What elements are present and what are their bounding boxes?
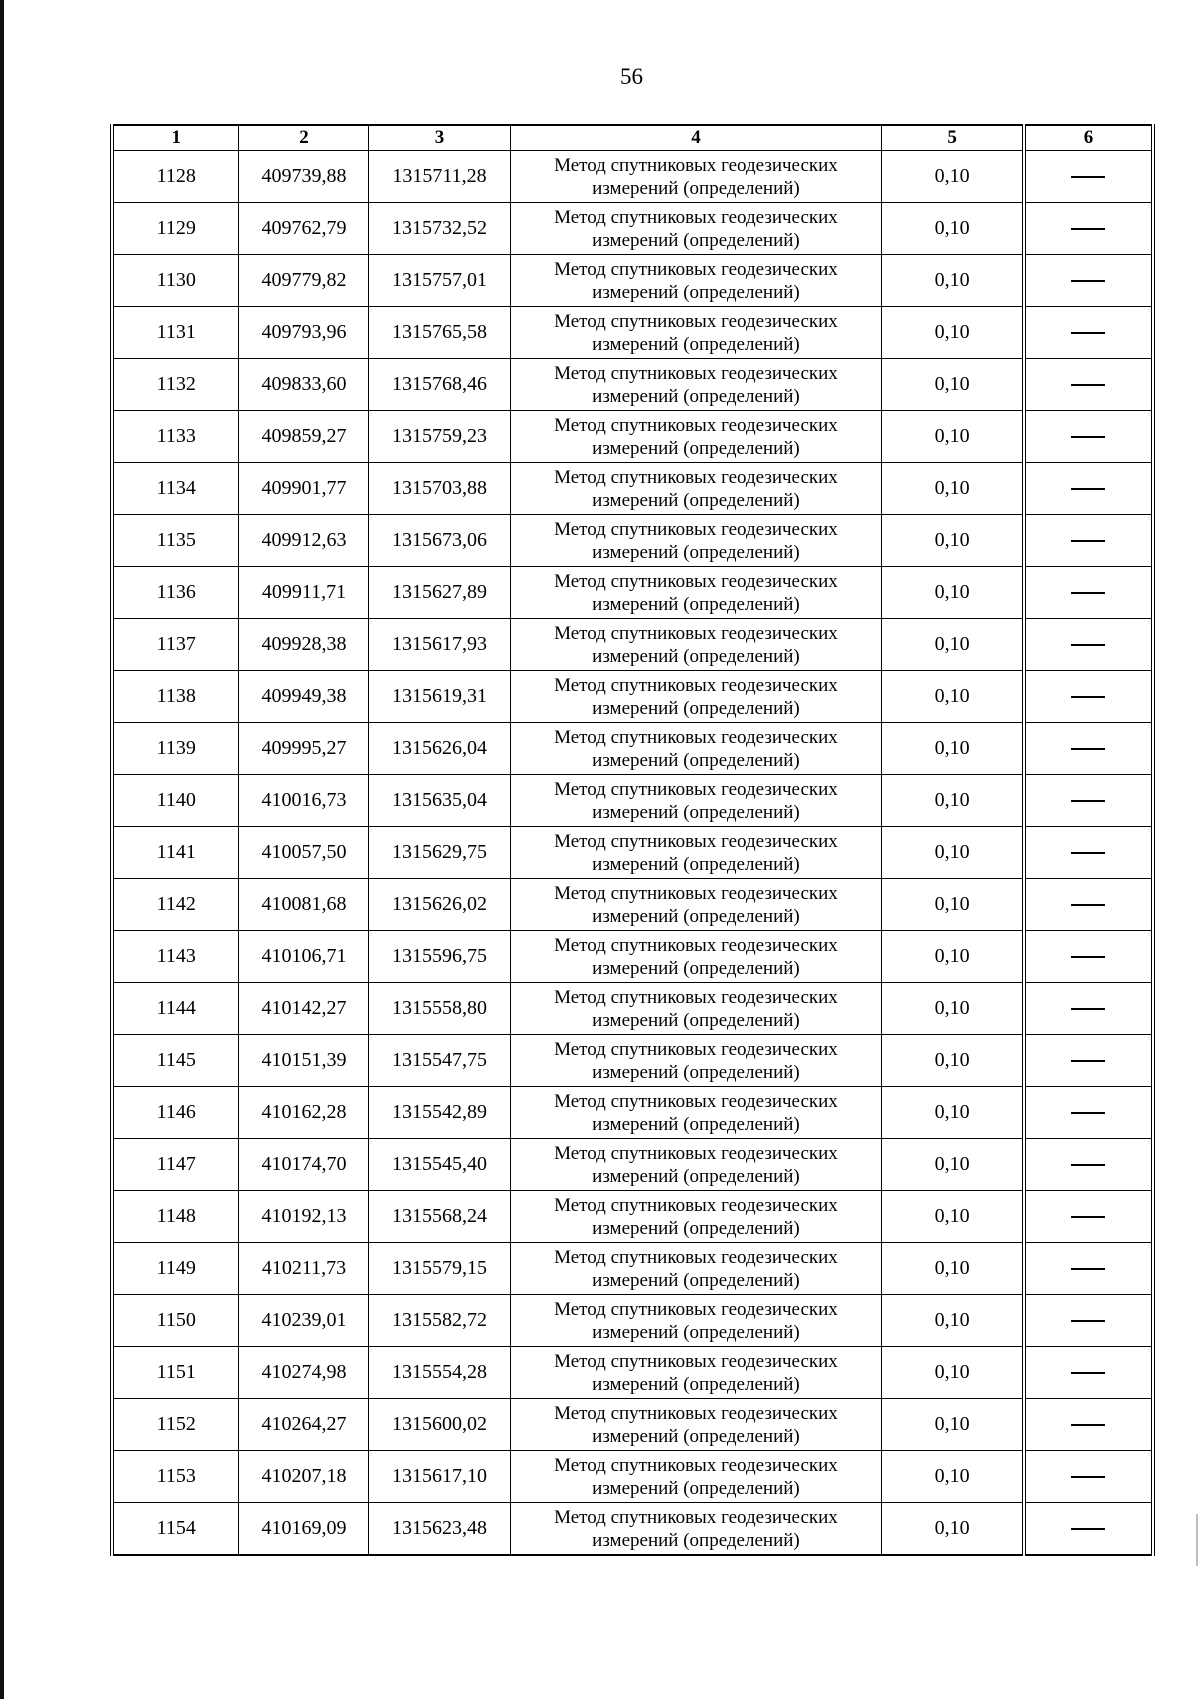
accuracy-cell: 0,10	[882, 1503, 1024, 1556]
x-coordinate-cell: 410106,71	[239, 931, 369, 983]
x-coordinate-cell: 410151,39	[239, 1035, 369, 1087]
y-coordinate-cell: 1315732,52	[369, 203, 510, 255]
method-cell	[510, 203, 882, 255]
note-cell	[1024, 463, 1153, 515]
method-line-1: Метод спутниковых геодезических	[554, 258, 838, 280]
method-cell	[510, 151, 882, 203]
method-line-1: Метод спутниковых геодезических	[554, 570, 838, 592]
accuracy-cell: 0,10	[882, 931, 1024, 983]
method-cell	[510, 515, 882, 567]
method-line-2: измерений (определений)	[592, 333, 800, 355]
method-line-2: измерений (определений)	[592, 1061, 800, 1083]
x-coordinate-cell: 410274,98	[239, 1347, 369, 1399]
point-number-cell: 1128	[112, 151, 239, 203]
method-cell	[510, 1191, 882, 1243]
method-line-1: Метод спутниковых геодезических	[554, 726, 838, 748]
note-cell	[1024, 515, 1153, 567]
method-cell	[510, 827, 882, 879]
table-row	[112, 775, 1153, 827]
x-coordinate-cell: 409793,96	[239, 307, 369, 359]
x-coordinate-cell: 410192,13	[239, 1191, 369, 1243]
note-cell	[1024, 255, 1153, 307]
dash-mark	[1071, 280, 1105, 282]
table-row	[112, 1191, 1153, 1243]
y-coordinate-cell: 1315568,24	[369, 1191, 510, 1243]
method-cell	[510, 1503, 882, 1556]
header-col-4: 4	[510, 125, 882, 151]
note-cell	[1024, 567, 1153, 619]
header-col-1: 1	[112, 125, 239, 151]
accuracy-cell: 0,10	[882, 1139, 1024, 1191]
table-row	[112, 983, 1153, 1035]
method-cell	[510, 619, 882, 671]
method-line-1: Метод спутниковых геодезических	[554, 986, 838, 1008]
method-line-2: измерений (определений)	[592, 1477, 800, 1499]
method-line-1: Метод спутниковых геодезических	[554, 310, 838, 332]
method-line-1: Метод спутниковых геодезических	[554, 1194, 838, 1216]
accuracy-cell: 0,10	[882, 463, 1024, 515]
accuracy-cell: 0,10	[882, 879, 1024, 931]
method-line-1: Метод спутниковых геодезических	[554, 414, 838, 436]
accuracy-cell: 0,10	[882, 1399, 1024, 1451]
table-row	[112, 1139, 1153, 1191]
x-coordinate-cell: 410211,73	[239, 1243, 369, 1295]
note-cell	[1024, 1087, 1153, 1139]
note-cell	[1024, 411, 1153, 463]
method-line-1: Метод спутниковых геодезических	[554, 206, 838, 228]
y-coordinate-cell: 1315626,04	[369, 723, 510, 775]
y-coordinate-cell: 1315596,75	[369, 931, 510, 983]
method-cell	[510, 1087, 882, 1139]
point-number-cell: 1142	[112, 879, 239, 931]
scan-mark	[1196, 1514, 1198, 1566]
x-coordinate-cell: 410207,18	[239, 1451, 369, 1503]
table-row	[112, 255, 1153, 307]
method-cell	[510, 1451, 882, 1503]
method-line-2: измерений (определений)	[592, 1113, 800, 1135]
method-cell	[510, 307, 882, 359]
method-line-2: измерений (определений)	[592, 801, 800, 823]
dash-mark	[1071, 592, 1105, 594]
method-line-2: измерений (определений)	[592, 385, 800, 407]
dash-mark	[1071, 800, 1105, 802]
method-cell	[510, 359, 882, 411]
accuracy-cell: 0,10	[882, 827, 1024, 879]
x-coordinate-cell: 409779,82	[239, 255, 369, 307]
table-row	[112, 1399, 1153, 1451]
y-coordinate-cell: 1315600,02	[369, 1399, 510, 1451]
method-line-1: Метод спутниковых геодезических	[554, 882, 838, 904]
point-number-cell: 1143	[112, 931, 239, 983]
accuracy-cell: 0,10	[882, 983, 1024, 1035]
table-row	[112, 1087, 1153, 1139]
method-line-1: Метод спутниковых геодезических	[554, 1246, 838, 1268]
dash-mark	[1071, 1008, 1105, 1010]
dash-mark	[1071, 1164, 1105, 1166]
method-line-1: Метод спутниковых геодезических	[554, 1350, 838, 1372]
method-line-2: измерений (определений)	[592, 1373, 800, 1395]
table-row	[112, 411, 1153, 463]
table-row	[112, 307, 1153, 359]
dash-mark	[1071, 488, 1105, 490]
point-number-cell: 1147	[112, 1139, 239, 1191]
y-coordinate-cell: 1315617,10	[369, 1451, 510, 1503]
x-coordinate-cell: 410016,73	[239, 775, 369, 827]
accuracy-cell: 0,10	[882, 1035, 1024, 1087]
table-row	[112, 1035, 1153, 1087]
method-line-1: Метод спутниковых геодезических	[554, 1142, 838, 1164]
y-coordinate-cell: 1315629,75	[369, 827, 510, 879]
point-number-cell: 1139	[112, 723, 239, 775]
point-number-cell: 1148	[112, 1191, 239, 1243]
table-row	[112, 1243, 1153, 1295]
y-coordinate-cell: 1315617,93	[369, 619, 510, 671]
method-cell	[510, 1399, 882, 1451]
method-cell	[510, 255, 882, 307]
x-coordinate-cell: 410142,27	[239, 983, 369, 1035]
method-cell	[510, 775, 882, 827]
method-cell	[510, 1243, 882, 1295]
dash-mark	[1071, 1424, 1105, 1426]
y-coordinate-cell: 1315619,31	[369, 671, 510, 723]
method-cell	[510, 931, 882, 983]
dash-mark	[1071, 852, 1105, 854]
method-line-2: измерений (определений)	[592, 1217, 800, 1239]
note-cell	[1024, 827, 1153, 879]
dash-mark	[1071, 1216, 1105, 1218]
table-row	[112, 515, 1153, 567]
method-line-1: Метод спутниковых геодезических	[554, 674, 838, 696]
dash-mark	[1071, 1112, 1105, 1114]
x-coordinate-cell: 409995,27	[239, 723, 369, 775]
point-number-cell: 1146	[112, 1087, 239, 1139]
note-cell	[1024, 983, 1153, 1035]
method-line-2: измерений (определений)	[592, 697, 800, 719]
method-line-2: измерений (определений)	[592, 281, 800, 303]
y-coordinate-cell: 1315547,75	[369, 1035, 510, 1087]
note-cell	[1024, 307, 1153, 359]
y-coordinate-cell: 1315545,40	[369, 1139, 510, 1191]
method-line-1: Метод спутниковых геодезических	[554, 622, 838, 644]
accuracy-cell: 0,10	[882, 255, 1024, 307]
method-line-2: измерений (определений)	[592, 1321, 800, 1343]
y-coordinate-cell: 1315627,89	[369, 567, 510, 619]
point-number-cell: 1152	[112, 1399, 239, 1451]
header-col-6: 6	[1024, 125, 1153, 151]
y-coordinate-cell: 1315579,15	[369, 1243, 510, 1295]
x-coordinate-cell: 409762,79	[239, 203, 369, 255]
method-cell	[510, 463, 882, 515]
x-coordinate-cell: 409833,60	[239, 359, 369, 411]
x-coordinate-cell: 410239,01	[239, 1295, 369, 1347]
method-line-2: измерений (определений)	[592, 593, 800, 615]
point-number-cell: 1130	[112, 255, 239, 307]
dash-mark	[1071, 1060, 1105, 1062]
note-cell	[1024, 1295, 1153, 1347]
dash-mark	[1071, 1320, 1105, 1322]
x-coordinate-cell: 410174,70	[239, 1139, 369, 1191]
accuracy-cell: 0,10	[882, 359, 1024, 411]
method-line-1: Метод спутниковых геодезических	[554, 466, 838, 488]
header-col-5: 5	[882, 125, 1024, 151]
point-number-cell: 1131	[112, 307, 239, 359]
accuracy-cell: 0,10	[882, 1191, 1024, 1243]
x-coordinate-cell: 409911,71	[239, 567, 369, 619]
method-cell	[510, 411, 882, 463]
note-cell	[1024, 879, 1153, 931]
accuracy-cell: 0,10	[882, 151, 1024, 203]
y-coordinate-cell: 1315554,28	[369, 1347, 510, 1399]
accuracy-cell: 0,10	[882, 723, 1024, 775]
dash-mark	[1071, 1528, 1105, 1530]
point-number-cell: 1154	[112, 1503, 239, 1556]
y-coordinate-cell: 1315768,46	[369, 359, 510, 411]
accuracy-cell: 0,10	[882, 203, 1024, 255]
method-line-2: измерений (определений)	[592, 905, 800, 927]
accuracy-cell: 0,10	[882, 411, 1024, 463]
method-line-1: Метод спутниковых геодезических	[554, 1298, 838, 1320]
x-coordinate-cell: 409928,38	[239, 619, 369, 671]
method-line-2: измерений (определений)	[592, 1425, 800, 1447]
y-coordinate-cell: 1315626,02	[369, 879, 510, 931]
table-header-row	[112, 125, 1153, 151]
dash-mark	[1071, 644, 1105, 646]
method-line-2: измерений (определений)	[592, 177, 800, 199]
x-coordinate-cell: 409859,27	[239, 411, 369, 463]
point-number-cell: 1138	[112, 671, 239, 723]
method-line-2: измерений (определений)	[592, 1165, 800, 1187]
table-row	[112, 203, 1153, 255]
accuracy-cell: 0,10	[882, 567, 1024, 619]
note-cell	[1024, 1191, 1153, 1243]
accuracy-cell: 0,10	[882, 1087, 1024, 1139]
note-cell	[1024, 1451, 1153, 1503]
method-cell	[510, 1035, 882, 1087]
point-number-cell: 1150	[112, 1295, 239, 1347]
method-line-2: измерений (определений)	[592, 853, 800, 875]
dash-mark	[1071, 904, 1105, 906]
table-row	[112, 671, 1153, 723]
method-cell	[510, 671, 882, 723]
method-line-1: Метод спутниковых геодезических	[554, 1506, 838, 1528]
point-number-cell: 1144	[112, 983, 239, 1035]
y-coordinate-cell: 1315757,01	[369, 255, 510, 307]
table-row	[112, 1451, 1153, 1503]
dash-mark	[1071, 332, 1105, 334]
accuracy-cell: 0,10	[882, 307, 1024, 359]
note-cell	[1024, 671, 1153, 723]
point-number-cell: 1134	[112, 463, 239, 515]
accuracy-cell: 0,10	[882, 1295, 1024, 1347]
dash-mark	[1071, 1476, 1105, 1478]
note-cell	[1024, 775, 1153, 827]
point-number-cell: 1153	[112, 1451, 239, 1503]
method-line-2: измерений (определений)	[592, 957, 800, 979]
note-cell	[1024, 1503, 1153, 1556]
page-number: 56	[620, 64, 643, 89]
table-row	[112, 151, 1153, 203]
table-row	[112, 1347, 1153, 1399]
table-row	[112, 1295, 1153, 1347]
accuracy-cell: 0,10	[882, 671, 1024, 723]
dash-mark	[1071, 384, 1105, 386]
note-cell	[1024, 151, 1153, 203]
method-cell	[510, 1347, 882, 1399]
point-number-cell: 1132	[112, 359, 239, 411]
x-coordinate-cell: 410264,27	[239, 1399, 369, 1451]
x-coordinate-cell: 410169,09	[239, 1503, 369, 1556]
accuracy-cell: 0,10	[882, 619, 1024, 671]
x-coordinate-cell: 410057,50	[239, 827, 369, 879]
x-coordinate-cell: 409949,38	[239, 671, 369, 723]
point-number-cell: 1136	[112, 567, 239, 619]
method-line-2: измерений (определений)	[592, 749, 800, 771]
method-line-1: Метод спутниковых геодезических	[554, 154, 838, 176]
point-number-cell: 1135	[112, 515, 239, 567]
y-coordinate-cell: 1315673,06	[369, 515, 510, 567]
note-cell	[1024, 1035, 1153, 1087]
dash-mark	[1071, 748, 1105, 750]
method-line-1: Метод спутниковых геодезических	[554, 1402, 838, 1424]
y-coordinate-cell: 1315635,04	[369, 775, 510, 827]
table-row	[112, 1503, 1153, 1556]
method-line-1: Метод спутниковых геодезических	[554, 830, 838, 852]
dash-mark	[1071, 228, 1105, 230]
dash-mark	[1071, 1372, 1105, 1374]
dash-mark	[1071, 436, 1105, 438]
note-cell	[1024, 1139, 1153, 1191]
note-cell	[1024, 723, 1153, 775]
note-cell	[1024, 203, 1153, 255]
dash-mark	[1071, 540, 1105, 542]
method-line-1: Метод спутниковых геодезических	[554, 1454, 838, 1476]
point-number-cell: 1145	[112, 1035, 239, 1087]
y-coordinate-cell: 1315711,28	[369, 151, 510, 203]
note-cell	[1024, 1399, 1153, 1451]
table-row	[112, 359, 1153, 411]
accuracy-cell: 0,10	[882, 1451, 1024, 1503]
x-coordinate-cell: 409739,88	[239, 151, 369, 203]
header-col-3: 3	[369, 125, 510, 151]
x-coordinate-cell: 410162,28	[239, 1087, 369, 1139]
point-number-cell: 1137	[112, 619, 239, 671]
x-coordinate-cell: 409912,63	[239, 515, 369, 567]
method-line-1: Метод спутниковых геодезических	[554, 778, 838, 800]
method-cell	[510, 723, 882, 775]
method-line-2: измерений (определений)	[592, 541, 800, 563]
dash-mark	[1071, 696, 1105, 698]
method-line-2: измерений (определений)	[592, 437, 800, 459]
table-row	[112, 723, 1153, 775]
point-number-cell: 1133	[112, 411, 239, 463]
scan-edge-bar	[0, 0, 4, 1699]
y-coordinate-cell: 1315582,72	[369, 1295, 510, 1347]
accuracy-cell: 0,10	[882, 515, 1024, 567]
table-row	[112, 879, 1153, 931]
dash-mark	[1071, 956, 1105, 958]
method-cell	[510, 879, 882, 931]
point-number-cell: 1141	[112, 827, 239, 879]
point-number-cell: 1140	[112, 775, 239, 827]
point-number-cell: 1129	[112, 203, 239, 255]
method-cell	[510, 983, 882, 1035]
method-line-1: Метод спутниковых геодезических	[554, 934, 838, 956]
method-line-2: измерений (определений)	[592, 229, 800, 251]
accuracy-cell: 0,10	[882, 775, 1024, 827]
method-cell	[510, 1295, 882, 1347]
accuracy-cell: 0,10	[882, 1347, 1024, 1399]
method-line-2: измерений (определений)	[592, 1529, 800, 1551]
x-coordinate-cell: 409901,77	[239, 463, 369, 515]
y-coordinate-cell: 1315623,48	[369, 1503, 510, 1556]
note-cell	[1024, 359, 1153, 411]
method-line-2: измерений (определений)	[592, 1269, 800, 1291]
method-line-1: Метод спутниковых геодезических	[554, 1090, 838, 1112]
method-cell	[510, 1139, 882, 1191]
method-cell	[510, 567, 882, 619]
method-line-2: измерений (определений)	[592, 489, 800, 511]
y-coordinate-cell: 1315765,58	[369, 307, 510, 359]
note-cell	[1024, 1347, 1153, 1399]
y-coordinate-cell: 1315703,88	[369, 463, 510, 515]
table-row	[112, 827, 1153, 879]
header-col-2: 2	[239, 125, 369, 151]
method-line-1: Метод спутниковых геодезических	[554, 518, 838, 540]
y-coordinate-cell: 1315558,80	[369, 983, 510, 1035]
accuracy-cell: 0,10	[882, 1243, 1024, 1295]
table-row	[112, 567, 1153, 619]
x-coordinate-cell: 410081,68	[239, 879, 369, 931]
method-line-2: измерений (определений)	[592, 645, 800, 667]
point-number-cell: 1149	[112, 1243, 239, 1295]
note-cell	[1024, 619, 1153, 671]
coordinates-table	[110, 124, 1155, 1556]
table-row	[112, 463, 1153, 515]
note-cell	[1024, 931, 1153, 983]
note-cell	[1024, 1243, 1153, 1295]
method-line-2: измерений (определений)	[592, 1009, 800, 1031]
table-row	[112, 619, 1153, 671]
method-line-1: Метод спутниковых геодезических	[554, 362, 838, 384]
dash-mark	[1071, 176, 1105, 178]
y-coordinate-cell: 1315759,23	[369, 411, 510, 463]
point-number-cell: 1151	[112, 1347, 239, 1399]
table-body	[112, 151, 1153, 1556]
table-row	[112, 931, 1153, 983]
method-line-1: Метод спутниковых геодезических	[554, 1038, 838, 1060]
dash-mark	[1071, 1268, 1105, 1270]
y-coordinate-cell: 1315542,89	[369, 1087, 510, 1139]
